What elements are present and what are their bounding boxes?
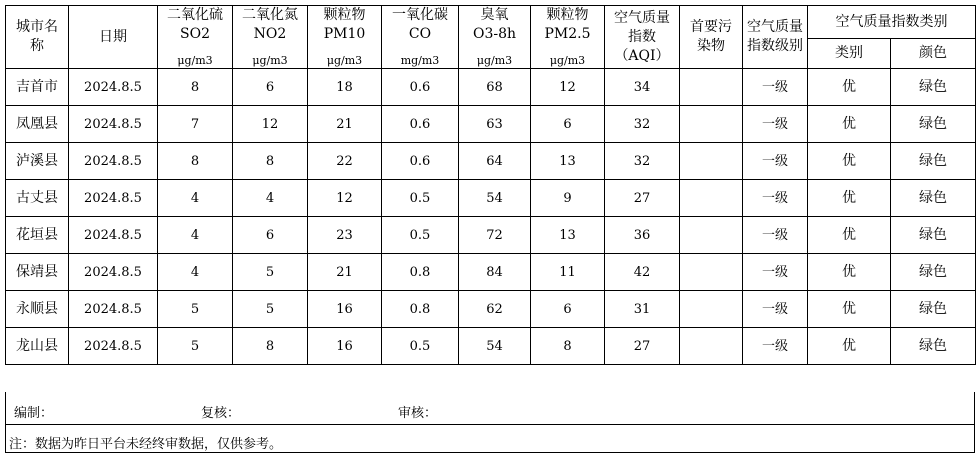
cell-color: 绿色 bbox=[891, 291, 976, 328]
cell-co: 0.8 bbox=[382, 254, 459, 291]
cell-pm10: 22 bbox=[308, 143, 382, 180]
table-row bbox=[6, 217, 976, 254]
cell-pm10: 16 bbox=[308, 291, 382, 328]
cell-date: 2024.8.5 bbox=[69, 291, 158, 328]
cell-date: 2024.8.5 bbox=[69, 106, 158, 143]
cell-no2: 4 bbox=[233, 180, 308, 217]
cell-so2: 5 bbox=[158, 291, 233, 328]
cell-category: 优 bbox=[808, 180, 891, 217]
cell-date: 2024.8.5 bbox=[69, 180, 158, 217]
auditor-label: 审核： bbox=[398, 406, 438, 421]
cell-o3: 62 bbox=[459, 291, 531, 328]
header-so2-unit: μg/m3 bbox=[177, 54, 213, 67]
cell-primary bbox=[680, 180, 743, 217]
header-pm25-name: 颗粒物 bbox=[546, 7, 589, 23]
cell-city: 永顺县 bbox=[6, 291, 69, 328]
cell-so2: 8 bbox=[158, 143, 233, 180]
cell-o3: 72 bbox=[459, 217, 531, 254]
cell-aqi: 42 bbox=[605, 254, 680, 291]
cell-pm25: 13 bbox=[531, 143, 605, 180]
header-so2 bbox=[158, 6, 233, 69]
cell-pm10: 23 bbox=[308, 217, 382, 254]
cell-city: 凤凰县 bbox=[6, 106, 69, 143]
header-aqi-line1: 空气质量 bbox=[614, 9, 670, 26]
air-quality-table bbox=[5, 5, 976, 365]
cell-category: 优 bbox=[808, 291, 891, 328]
cell-co: 0.5 bbox=[382, 217, 459, 254]
header-so2-name: 二氧化硫 bbox=[167, 7, 223, 23]
cell-color: 绿色 bbox=[891, 328, 976, 365]
disclaimer-note: 注：数据为昨日平台未经终审数据，仅供参考。 bbox=[9, 437, 283, 452]
cell-o3: 84 bbox=[459, 254, 531, 291]
cell-color: 绿色 bbox=[891, 180, 976, 217]
cell-color: 绿色 bbox=[891, 106, 976, 143]
cell-level: 一级 bbox=[743, 106, 808, 143]
reviewer-label: 复核： bbox=[201, 406, 241, 421]
table-row bbox=[6, 69, 976, 106]
header-aqi-line3: （AQI） bbox=[614, 47, 670, 64]
cell-no2: 5 bbox=[233, 254, 308, 291]
cell-pm10: 21 bbox=[308, 106, 382, 143]
cell-aqi: 32 bbox=[605, 143, 680, 180]
header-pm25-code: PM2.5 bbox=[544, 26, 591, 42]
signature-row bbox=[5, 392, 975, 425]
header-no2-code: NO2 bbox=[253, 26, 287, 42]
header-no2-name: 二氧化氮 bbox=[242, 7, 298, 23]
header-o3 bbox=[459, 6, 531, 69]
cell-category: 优 bbox=[808, 106, 891, 143]
header-color: 颜色 bbox=[891, 39, 976, 69]
cell-city: 古丈县 bbox=[6, 180, 69, 217]
cell-primary bbox=[680, 143, 743, 180]
cell-so2: 7 bbox=[158, 106, 233, 143]
cell-no2: 8 bbox=[233, 328, 308, 365]
cell-co: 0.5 bbox=[382, 180, 459, 217]
cell-so2: 4 bbox=[158, 217, 233, 254]
cell-color: 绿色 bbox=[891, 69, 976, 106]
cell-category: 优 bbox=[808, 143, 891, 180]
cell-o3: 68 bbox=[459, 69, 531, 106]
header-pm10-unit: μg/m3 bbox=[326, 54, 363, 67]
cell-aqi: 32 bbox=[605, 106, 680, 143]
cell-o3: 54 bbox=[459, 180, 531, 217]
cell-level: 一级 bbox=[743, 254, 808, 291]
header-pm10-code: PM10 bbox=[323, 26, 366, 42]
cell-aqi: 31 bbox=[605, 291, 680, 328]
header-city: 城市名称 bbox=[6, 6, 69, 69]
cell-date: 2024.8.5 bbox=[69, 143, 158, 180]
header-aqi-line2: 指数 bbox=[628, 28, 656, 45]
header-o3-name: 臭氧 bbox=[480, 7, 509, 23]
cell-so2: 5 bbox=[158, 328, 233, 365]
table-row bbox=[6, 254, 976, 291]
header-category: 类别 bbox=[808, 39, 891, 69]
header-co-name: 一氧化碳 bbox=[392, 7, 448, 23]
cell-co: 0.6 bbox=[382, 143, 459, 180]
cell-city: 吉首市 bbox=[6, 69, 69, 106]
cell-primary bbox=[680, 254, 743, 291]
cell-co: 0.6 bbox=[382, 69, 459, 106]
cell-no2: 12 bbox=[233, 106, 308, 143]
cell-pm25: 13 bbox=[531, 217, 605, 254]
cell-level: 一级 bbox=[743, 291, 808, 328]
cell-level: 一级 bbox=[743, 143, 808, 180]
cell-date: 2024.8.5 bbox=[69, 217, 158, 254]
header-pm25 bbox=[531, 6, 605, 69]
header-so2-code: SO2 bbox=[180, 26, 210, 42]
cell-level: 一级 bbox=[743, 69, 808, 106]
cell-primary bbox=[680, 291, 743, 328]
cell-o3: 64 bbox=[459, 143, 531, 180]
cell-so2: 8 bbox=[158, 69, 233, 106]
cell-level: 一级 bbox=[743, 328, 808, 365]
header-pm10 bbox=[308, 6, 382, 69]
cell-so2: 4 bbox=[158, 180, 233, 217]
header-o3-unit: μg/m3 bbox=[476, 54, 513, 67]
header-no2-unit: μg/m3 bbox=[252, 54, 288, 67]
cell-pm25: 9 bbox=[531, 180, 605, 217]
cell-city: 龙山县 bbox=[6, 328, 69, 365]
cell-co: 0.8 bbox=[382, 291, 459, 328]
header-pm25-unit: μg/m3 bbox=[549, 54, 586, 67]
cell-aqi: 36 bbox=[605, 217, 680, 254]
cell-co: 0.5 bbox=[382, 328, 459, 365]
cell-pm25: 12 bbox=[531, 69, 605, 106]
cell-pm10: 12 bbox=[308, 180, 382, 217]
cell-pm10: 18 bbox=[308, 69, 382, 106]
header-co bbox=[382, 6, 459, 69]
cell-category: 优 bbox=[808, 217, 891, 254]
table-row bbox=[6, 291, 976, 328]
cell-primary bbox=[680, 328, 743, 365]
cell-city: 泸溪县 bbox=[6, 143, 69, 180]
table-row bbox=[6, 143, 976, 180]
cell-category: 优 bbox=[808, 328, 891, 365]
cell-date: 2024.8.5 bbox=[69, 328, 158, 365]
cell-city: 花垣县 bbox=[6, 217, 69, 254]
cell-no2: 6 bbox=[233, 217, 308, 254]
cell-date: 2024.8.5 bbox=[69, 254, 158, 291]
cell-category: 优 bbox=[808, 69, 891, 106]
cell-color: 绿色 bbox=[891, 143, 976, 180]
cell-no2: 8 bbox=[233, 143, 308, 180]
header-co-unit: mg/m3 bbox=[400, 54, 440, 67]
note-row bbox=[5, 425, 975, 453]
cell-date: 2024.8.5 bbox=[69, 69, 158, 106]
header-row bbox=[6, 6, 976, 39]
cell-o3: 63 bbox=[459, 106, 531, 143]
cell-pm10: 16 bbox=[308, 328, 382, 365]
header-no2 bbox=[233, 6, 308, 69]
header-primary-pollutant: 首要污染物 bbox=[680, 6, 743, 69]
cell-category: 优 bbox=[808, 254, 891, 291]
cell-pm10: 21 bbox=[308, 254, 382, 291]
cell-level: 一级 bbox=[743, 180, 808, 217]
cell-aqi: 27 bbox=[605, 180, 680, 217]
cell-primary bbox=[680, 217, 743, 254]
cell-pm25: 6 bbox=[531, 106, 605, 143]
table-row bbox=[6, 180, 976, 217]
cell-pm25: 6 bbox=[531, 291, 605, 328]
cell-color: 绿色 bbox=[891, 254, 976, 291]
cell-no2: 5 bbox=[233, 291, 308, 328]
cell-so2: 4 bbox=[158, 254, 233, 291]
header-category-group: 空气质量指数类别 bbox=[808, 6, 976, 39]
cell-pm25: 8 bbox=[531, 328, 605, 365]
header-co-code: CO bbox=[408, 26, 432, 42]
air-quality-report bbox=[5, 5, 975, 453]
header-aqi bbox=[605, 6, 680, 69]
cell-level: 一级 bbox=[743, 217, 808, 254]
header-o3-code: O3-8h bbox=[472, 26, 517, 42]
table-row bbox=[6, 106, 976, 143]
cell-co: 0.6 bbox=[382, 106, 459, 143]
cell-aqi: 34 bbox=[605, 69, 680, 106]
editor-label: 编制： bbox=[14, 406, 54, 421]
cell-primary bbox=[680, 69, 743, 106]
cell-o3: 54 bbox=[459, 328, 531, 365]
cell-pm25: 11 bbox=[531, 254, 605, 291]
header-aqi-level: 空气质量指数级别 bbox=[743, 6, 808, 69]
cell-aqi: 27 bbox=[605, 328, 680, 365]
cell-city: 保靖县 bbox=[6, 254, 69, 291]
cell-no2: 6 bbox=[233, 69, 308, 106]
header-pm10-name: 颗粒物 bbox=[323, 7, 366, 23]
header-date: 日期 bbox=[69, 6, 158, 69]
table-row bbox=[6, 328, 976, 365]
cell-color: 绿色 bbox=[891, 217, 976, 254]
cell-primary bbox=[680, 106, 743, 143]
